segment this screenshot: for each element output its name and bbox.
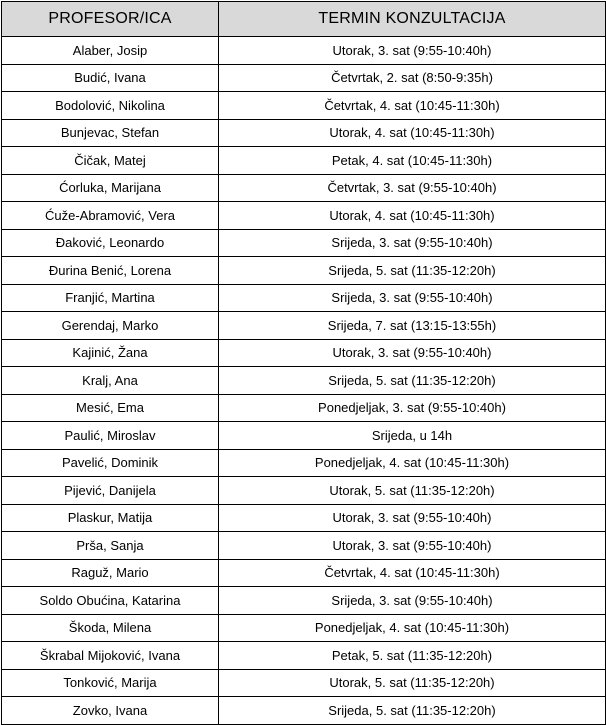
table-row — [2, 312, 606, 340]
professor-name: Ćorluka, Marijana — [2, 174, 219, 202]
professor-name: Franjić, Martina — [2, 284, 219, 312]
consultation-term: Utorak, 3. sat (9:55-10:40h) — [219, 504, 606, 532]
professor-name: Đurina Benić, Lorena — [2, 257, 219, 285]
consultation-term: Srijeda, 3. sat (9:55-10:40h) — [219, 229, 606, 257]
table-row — [2, 477, 606, 505]
consultation-term: Srijeda, 7. sat (13:15-13:55h) — [219, 312, 606, 340]
table-row — [2, 284, 606, 312]
table-row — [2, 394, 606, 422]
consultation-term: Četvrtak, 4. sat (10:45-11:30h) — [219, 559, 606, 587]
table-row — [2, 174, 606, 202]
professor-name: Mesić, Ema — [2, 394, 219, 422]
table-row — [2, 614, 606, 642]
consultation-term: Utorak, 4. sat (10:45-11:30h) — [219, 202, 606, 230]
table-row — [2, 697, 606, 725]
professor-name: Gerendaj, Marko — [2, 312, 219, 340]
table-row — [2, 339, 606, 367]
consultation-term: Petak, 5. sat (11:35-12:20h) — [219, 642, 606, 670]
consultation-term: Utorak, 5. sat (11:35-12:20h) — [219, 669, 606, 697]
professor-name: Kralj, Ana — [2, 367, 219, 395]
table-row — [2, 422, 606, 450]
professor-name: Ćuže-Abramović, Vera — [2, 202, 219, 230]
consultation-term: Srijeda, 5. sat (11:35-12:20h) — [219, 697, 606, 725]
professor-name: Đaković, Leonardo — [2, 229, 219, 257]
professor-name: Budić, Ivana — [2, 64, 219, 92]
professor-name: Pijević, Danijela — [2, 477, 219, 505]
consultation-term: Utorak, 5. sat (11:35-12:20h) — [219, 477, 606, 505]
professor-name: Pavelić, Dominik — [2, 449, 219, 477]
consultation-term: Četvrtak, 3. sat (9:55-10:40h) — [219, 174, 606, 202]
consultation-term: Srijeda, 3. sat (9:55-10:40h) — [219, 587, 606, 615]
professor-name: Raguž, Mario — [2, 559, 219, 587]
table-row — [2, 257, 606, 285]
header-row — [2, 2, 606, 37]
consultation-term: Četvrtak, 2. sat (8:50-9:35h) — [219, 64, 606, 92]
professor-name: Bunjevac, Stefan — [2, 119, 219, 147]
table-row — [2, 147, 606, 175]
consultation-term: Srijeda, 5. sat (11:35-12:20h) — [219, 257, 606, 285]
table-body — [2, 37, 606, 725]
professor-name: Plaskur, Matija — [2, 504, 219, 532]
consultation-term: Petak, 4. sat (10:45-11:30h) — [219, 147, 606, 175]
table-header — [2, 2, 606, 37]
table-row — [2, 669, 606, 697]
table-row — [2, 64, 606, 92]
professor-name: Paulić, Miroslav — [2, 422, 219, 450]
table-row — [2, 559, 606, 587]
consultation-term: Ponedjeljak, 4. sat (10:45-11:30h) — [219, 614, 606, 642]
professor-name: Čičak, Matej — [2, 147, 219, 175]
table-row — [2, 92, 606, 120]
consultation-term: Ponedjeljak, 4. sat (10:45-11:30h) — [219, 449, 606, 477]
professor-name: Tonković, Marija — [2, 669, 219, 697]
professor-name: Kajinić, Žana — [2, 339, 219, 367]
professor-name: Bodolović, Nikolina — [2, 92, 219, 120]
professor-name: Zovko, Ivana — [2, 697, 219, 725]
professor-name: Soldo Obućina, Katarina — [2, 587, 219, 615]
header-professor: PROFESOR/ICA — [2, 2, 219, 37]
consultation-term: Utorak, 3. sat (9:55-10:40h) — [219, 37, 606, 65]
table-row — [2, 202, 606, 230]
professor-name: Alaber, Josip — [2, 37, 219, 65]
professor-name: Škrabal Mijoković, Ivana — [2, 642, 219, 670]
consultation-term: Utorak, 4. sat (10:45-11:30h) — [219, 119, 606, 147]
table-row — [2, 229, 606, 257]
table-row — [2, 37, 606, 65]
consultation-term: Srijeda, u 14h — [219, 422, 606, 450]
consultation-term: Srijeda, 5. sat (11:35-12:20h) — [219, 367, 606, 395]
table-row — [2, 587, 606, 615]
table-row — [2, 449, 606, 477]
consultation-schedule-table — [1, 1, 606, 725]
professor-name: Škoda, Milena — [2, 614, 219, 642]
consultation-term: Utorak, 3. sat (9:55-10:40h) — [219, 339, 606, 367]
professor-name: Prša, Sanja — [2, 532, 219, 560]
consultation-term: Ponedjeljak, 3. sat (9:55-10:40h) — [219, 394, 606, 422]
table-row — [2, 532, 606, 560]
table-row — [2, 119, 606, 147]
header-consultation-term: TERMIN KONZULTACIJA — [219, 2, 606, 37]
consultation-term: Utorak, 3. sat (9:55-10:40h) — [219, 532, 606, 560]
table-row — [2, 642, 606, 670]
consultation-term: Srijeda, 3. sat (9:55-10:40h) — [219, 284, 606, 312]
consultation-term: Četvrtak, 4. sat (10:45-11:30h) — [219, 92, 606, 120]
table-row — [2, 367, 606, 395]
table-row — [2, 504, 606, 532]
